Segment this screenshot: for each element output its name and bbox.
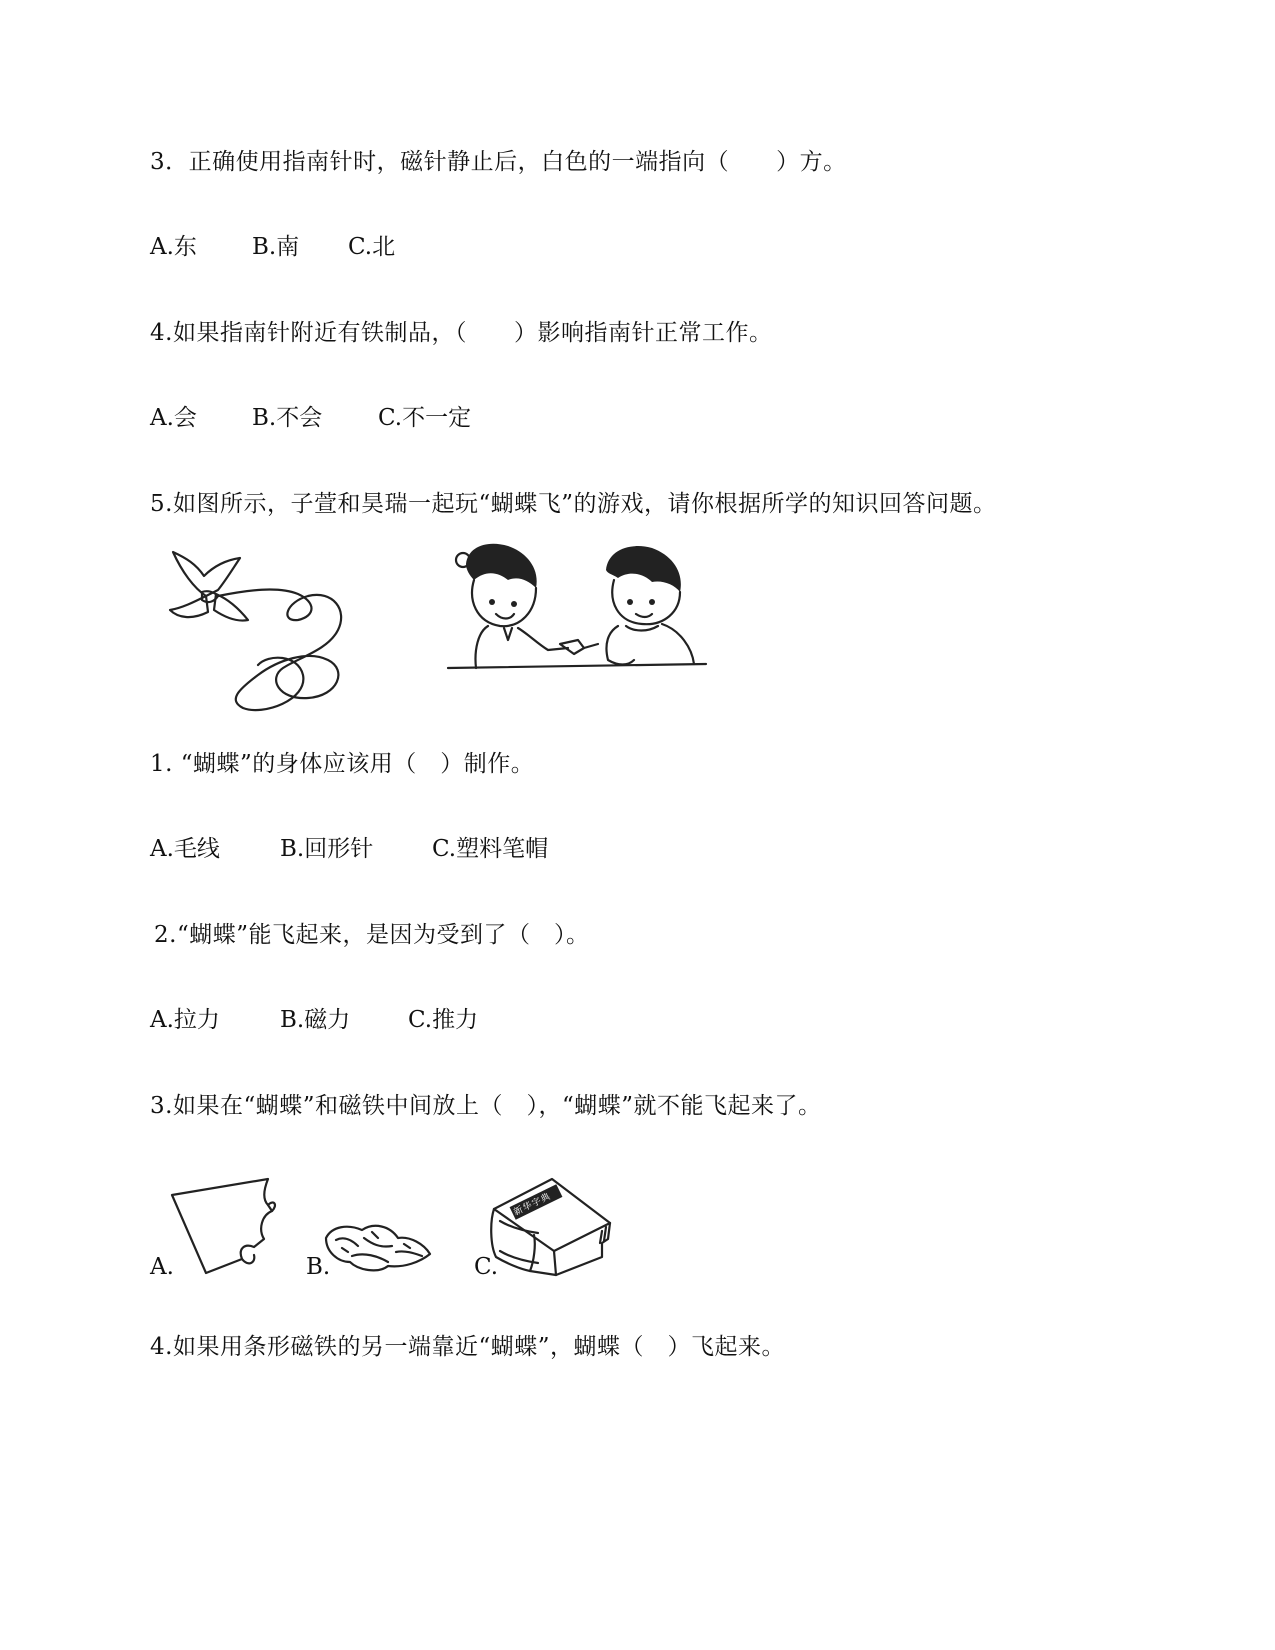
cloth-illustration [322, 1218, 434, 1276]
cloth-icon [322, 1218, 434, 1276]
option-b: B.南 [252, 234, 300, 260]
children-playing-illustration [448, 540, 710, 685]
option-a: A.毛线 [150, 836, 220, 862]
option-b: B. [306, 1254, 331, 1280]
butterfly-toy-icon [168, 550, 368, 715]
book-icon [490, 1175, 615, 1283]
sub-question-2-text: 2.“蝴蝶”能飞起来，是因为受到了（ ）。 [154, 922, 590, 948]
question-5-text: 5.如图所示，子萱和昊瑞一起玩“蝴蝶飞”的游戏，请你根据所学的知识回答问题。 [150, 491, 997, 517]
children-icon [448, 540, 710, 685]
option-b: B.磁力 [280, 1007, 351, 1033]
option-a: A.拉力 [150, 1007, 220, 1033]
book-title-label: 新华字典 [512, 1191, 553, 1219]
sub-question-2-options [150, 1005, 1050, 1035]
question-3-options [150, 232, 1050, 262]
question-4-options [150, 403, 1050, 433]
option-c: C.推力 [408, 1007, 479, 1033]
sub-question-4-text: 4.如果用条形磁铁的另一端靠近“蝴蝶”，蝴蝶（ ）飞起来。 [150, 1334, 785, 1360]
option-a: A.会 [150, 405, 197, 431]
question-3-text: 3．正确使用指南针时，磁针静止后，白色的一端指向（ ）方。 [150, 149, 847, 175]
option-c: C.塑料笔帽 [432, 836, 549, 862]
book-illustration [490, 1175, 615, 1283]
option-c: C.北 [348, 234, 396, 260]
question-4-text: 4.如果指南针附近有铁制品，（ ）影响指南针正常工作。 [150, 320, 773, 346]
option-c: C.不一定 [378, 405, 472, 431]
butterfly-toy-illustration [168, 550, 368, 715]
sub-question-1-options [150, 834, 1050, 864]
sub-question-1-text: 1. “蝴蝶”的身体应该用（ ）制作。 [150, 751, 535, 777]
option-c: C. [474, 1254, 499, 1280]
option-a: A.东 [150, 234, 197, 260]
option-b: B.回形针 [280, 836, 374, 862]
paper-icon [170, 1175, 280, 1280]
paper-sheet-illustration [170, 1175, 280, 1280]
option-a: A. [150, 1254, 174, 1280]
option-b: B.不会 [252, 405, 323, 431]
sub-question-3-text: 3.如果在“蝴蝶”和磁铁中间放上（ ），“蝴蝶”就不能飞起来了。 [150, 1093, 822, 1119]
